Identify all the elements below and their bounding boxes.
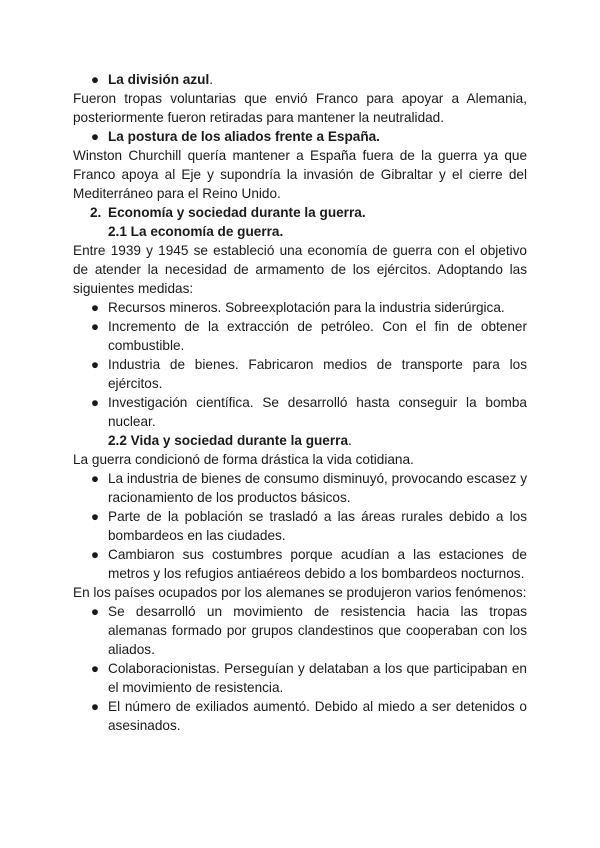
document-page xyxy=(73,70,527,735)
bullet-icon: ● xyxy=(90,357,100,372)
bullet-icon: ● xyxy=(90,471,100,486)
list-item-text: Recursos mineros. Sobreexplotación para la industria siderúrgica. xyxy=(108,300,505,315)
list-item xyxy=(73,298,527,317)
section-heading-2 xyxy=(73,203,527,222)
bullet-icon: ● xyxy=(90,319,100,334)
subsection-title-2-1: 2.1 La economía de guerra. xyxy=(108,224,284,239)
list-item xyxy=(73,507,527,545)
list-item-text: La industria de bienes de consumo disminuyó, provocando escasez y racionamiento de los productos básicos. xyxy=(108,471,527,505)
heading-postura-aliados: La postura de los aliados frente a España. xyxy=(108,129,380,144)
bullet-list-vida xyxy=(73,469,527,583)
list-item xyxy=(73,393,527,431)
bullet-list-division-azul xyxy=(73,70,527,89)
list-item xyxy=(73,697,527,735)
bullet-icon: ● xyxy=(90,72,100,87)
bullet-icon: ● xyxy=(90,395,100,410)
list-item-text: Cambiaron sus costumbres porque acudían a las estaciones de metros y los refugios antiaéreos debido a los bombardeos nocturnos. xyxy=(108,547,527,581)
bullet-list-paises-ocupados xyxy=(73,602,527,735)
list-item xyxy=(73,469,527,507)
list-item xyxy=(73,355,527,393)
subsection-suffix: . xyxy=(348,433,352,448)
list-item-text: Investigación científica. Se desarrolló hasta conseguir la bomba nuclear. xyxy=(108,395,527,429)
subsection-title-2-2: 2.2 Vida y sociedad durante la guerra xyxy=(108,433,349,448)
bullet-icon: ● xyxy=(90,129,100,144)
heading-division-azul: La división azul xyxy=(108,72,210,87)
bullet-icon: ● xyxy=(90,661,100,676)
heading-suffix: . xyxy=(209,72,213,87)
bullet-icon: ● xyxy=(90,699,100,714)
list-item-text: Industria de bienes. Fabricaron medios de transporte para los ejércitos. xyxy=(108,357,527,391)
list-item-text: Parte de la población se trasladó a las áreas rurales debido a los bombardeos en las ciudades. xyxy=(108,509,527,543)
bullet-heading-postura-aliados xyxy=(73,127,527,146)
subsection-heading-2-2 xyxy=(73,431,527,450)
bullet-icon: ● xyxy=(90,300,100,315)
subsection-heading-2-1 xyxy=(73,222,527,241)
list-item xyxy=(73,602,527,659)
paragraph-economia-intro: Entre 1939 y 1945 se estableció una economía de guerra con el objetivo de atender la necesidad de armamento de los ejércitos. Adoptando las siguientes medidas: xyxy=(73,243,527,296)
bullet-heading-division-azul xyxy=(73,70,527,89)
list-item xyxy=(73,659,527,697)
bullet-list-economia xyxy=(73,298,527,431)
list-item-text: El número de exiliados aumentó. Debido al miedo a ser detenidos o asesinados. xyxy=(108,699,527,733)
list-item xyxy=(73,545,527,583)
bullet-icon: ● xyxy=(90,604,100,619)
list-item xyxy=(73,317,527,355)
list-item-text: Colaboracionistas. Perseguían y delataban a los que participaban en el movimiento de resistencia. xyxy=(108,661,527,695)
paragraph-postura-aliados: Winston Churchill quería mantener a España fuera de la guerra ya que Franco apoya al Eje y supondría la invasión de Gibraltar y el cierre del Mediterráneo para el Reino Unido. xyxy=(73,148,527,201)
section-number: 2. xyxy=(90,205,102,220)
list-item-text: Incremento de la extracción de petróleo. Con el fin de obtener combustible. xyxy=(108,319,527,353)
paragraph-paises-ocupados: En los países ocupados por los alemanes se produjeron varios fenómenos: xyxy=(73,585,527,600)
bullet-icon: ● xyxy=(90,547,100,562)
list-item-text: Se desarrolló un movimiento de resistencia hacia las tropas alemanas formado por grupos clandestinos que cooperaban con los aliados. xyxy=(108,604,527,657)
bullet-icon: ● xyxy=(90,509,100,524)
paragraph-vida-intro: La guerra condicionó de forma drástica la vida cotidiana. xyxy=(73,452,414,467)
section-title: Economía y sociedad durante la guerra. xyxy=(108,205,366,220)
bullet-list-postura-aliados xyxy=(73,127,527,146)
paragraph-division-azul: Fueron tropas voluntarias que envió Franco para apoyar a Alemania, posteriormente fueron retiradas para mantener la neutralidad. xyxy=(73,91,527,125)
